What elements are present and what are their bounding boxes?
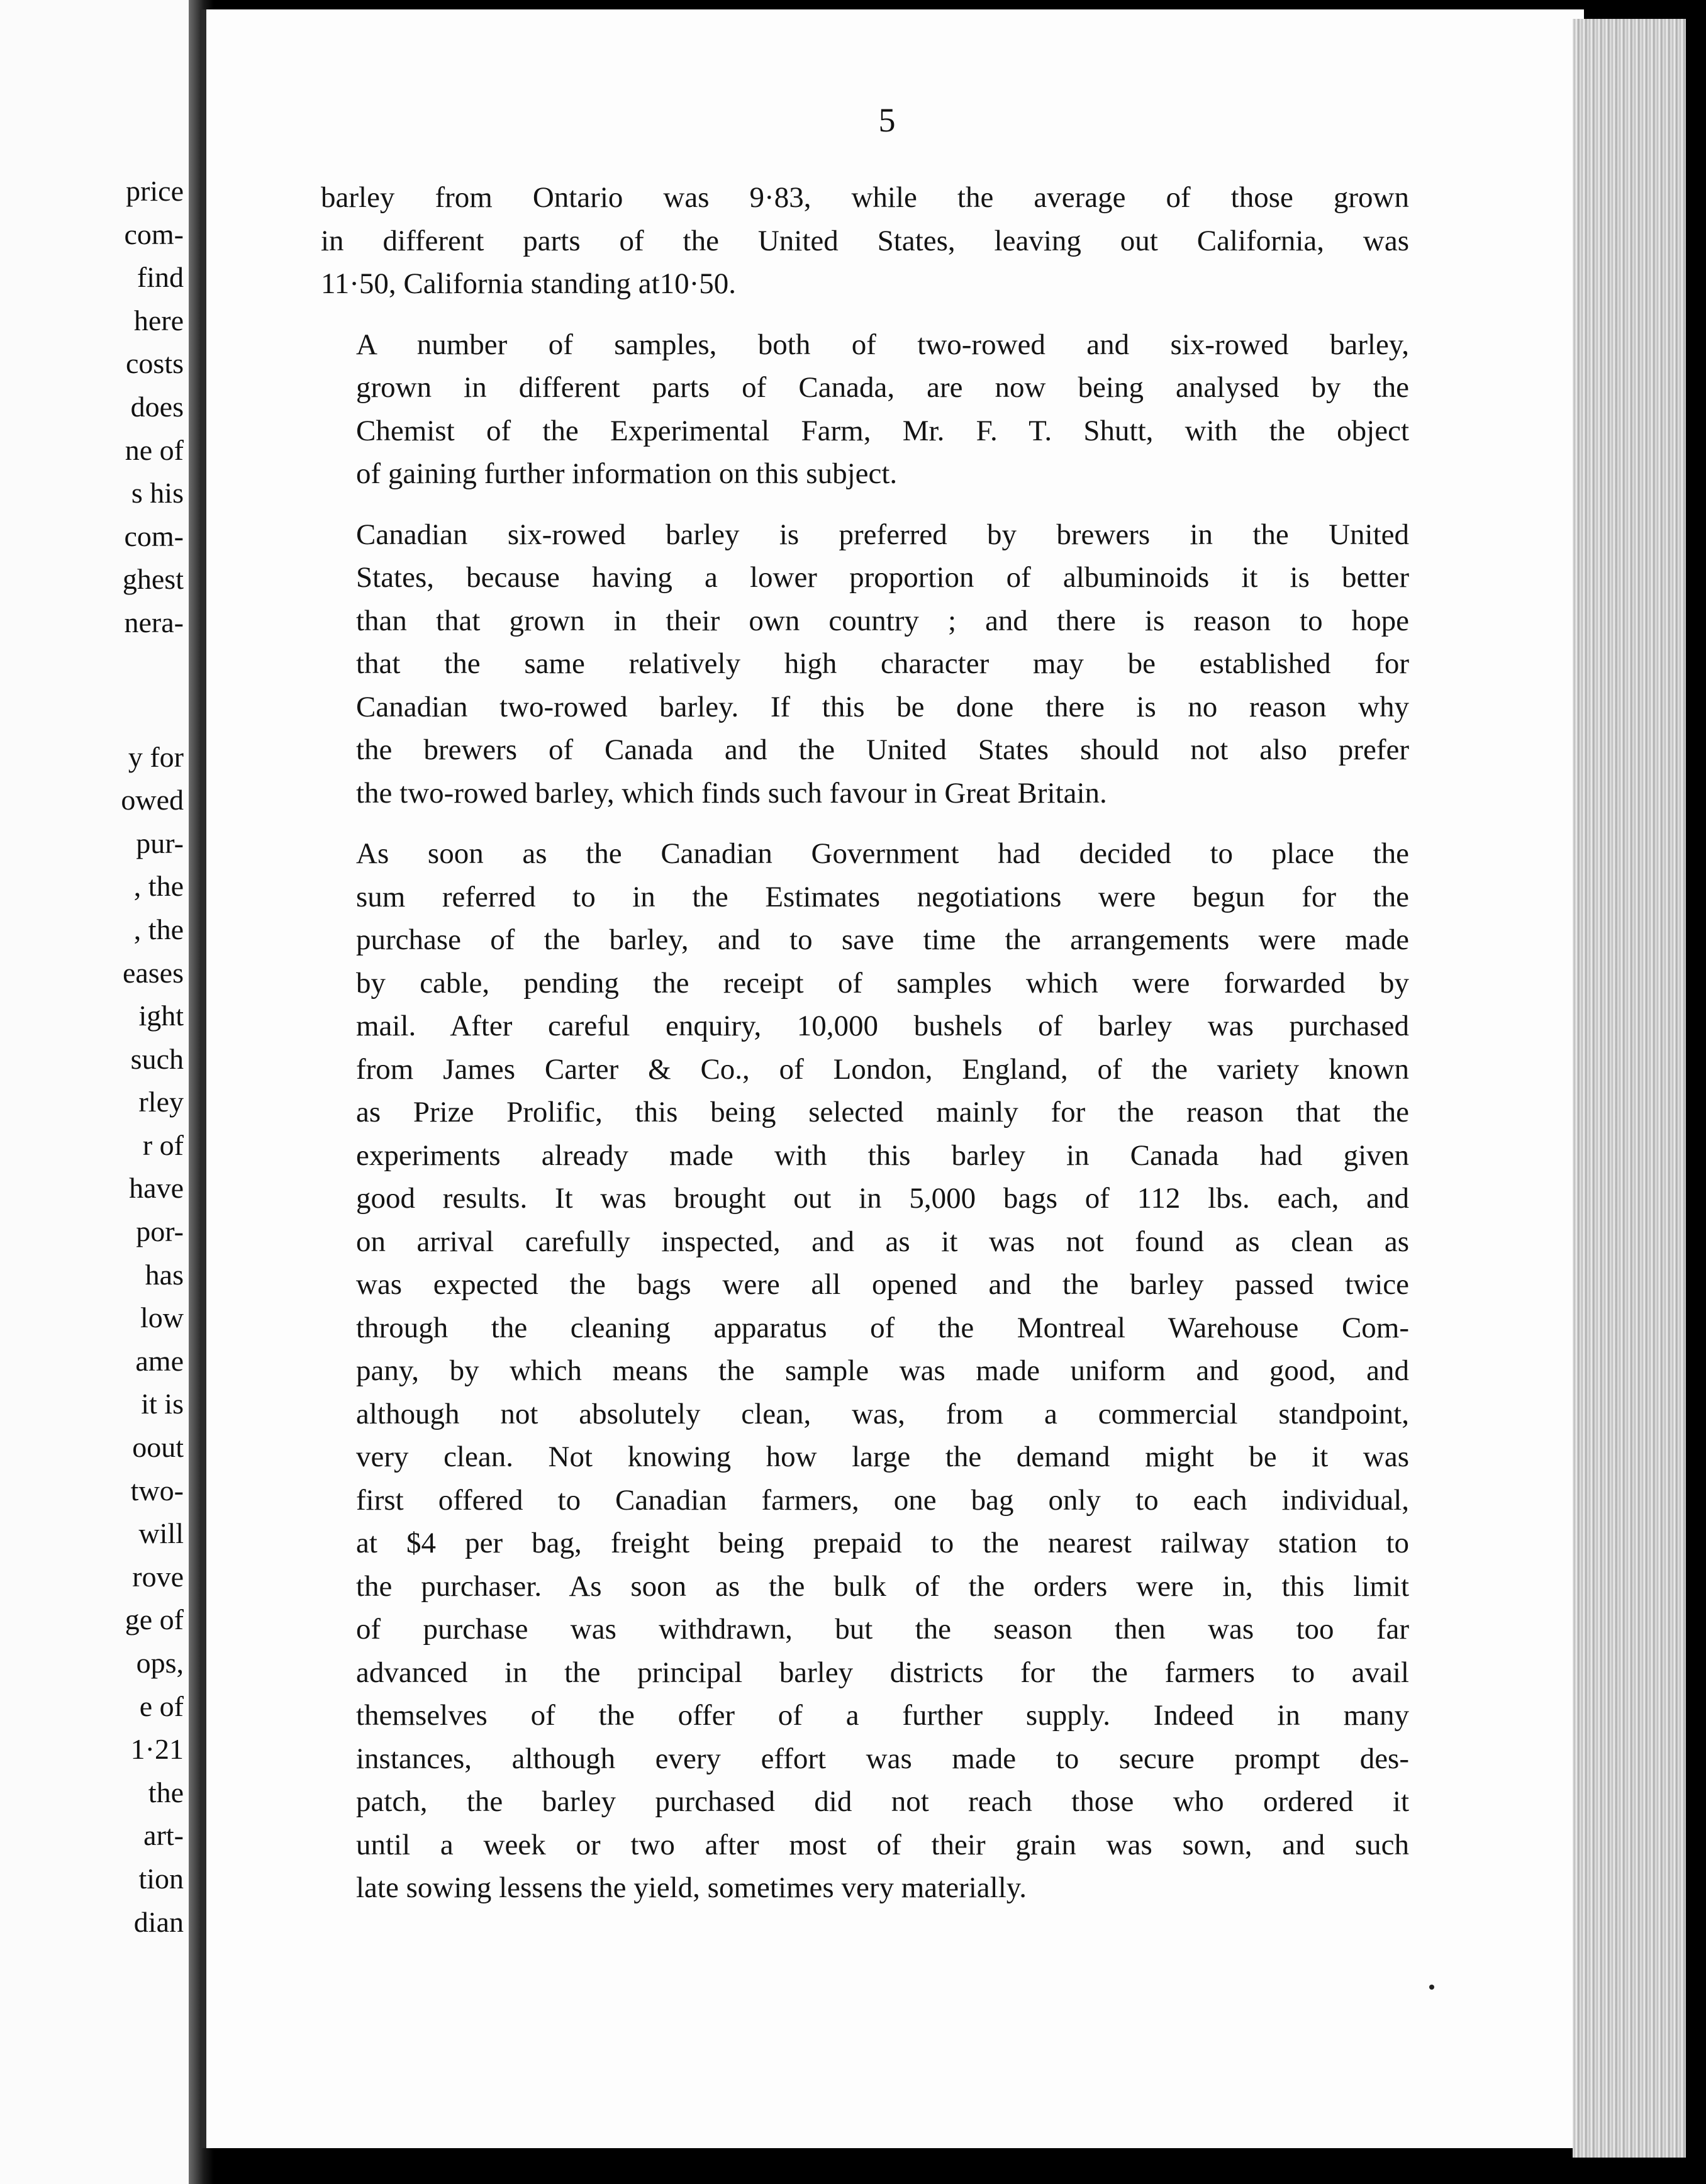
left-page-gap (0, 645, 189, 736)
left-page-fragment: here (133, 304, 184, 337)
text-line: through the cleaning apparatus of the Montreal Warehouse Com- (356, 1311, 1409, 1344)
left-page-fragment: find (137, 261, 184, 294)
text-line: late sowing lessens the yield, sometimes very materially. (356, 1871, 1027, 1904)
text-line: experiments already made with this barley in Canada had given (356, 1139, 1409, 1172)
left-facing-page (0, 0, 189, 2184)
text-line: A number of samples, both of two-rowed and six-rowed barley, (356, 328, 1409, 361)
left-page-fragment: ops, (136, 1647, 184, 1679)
left-page-fragment: costs (126, 347, 184, 380)
left-page-fragment: s his (131, 477, 184, 510)
left-page-fragment: ame (135, 1344, 184, 1377)
text-line: purchase of the barley, and to save time the arrangements were made (356, 923, 1409, 956)
left-page-fragment: the (148, 1776, 184, 1808)
left-page-fragment: r of (142, 1128, 184, 1161)
left-page-fragment: have (129, 1172, 184, 1205)
text-line: 11·50, California standing at10·50. (321, 267, 737, 300)
text-line: at $4 per bag, freight being prepaid to the nearest railway station to (356, 1527, 1409, 1559)
left-page-fragment: y for (128, 740, 184, 773)
text-line: the two-rowed barley, which finds such favour in Great Britain. (356, 776, 1107, 810)
text-line: as Prize Prolific, this being selected mainly for the reason that the (356, 1096, 1409, 1128)
left-page-fragment: com- (124, 218, 184, 250)
left-page-fragment: pur- (136, 827, 184, 859)
text-line: Canadian two-rowed barley. If this be done there is no reason why (356, 690, 1409, 723)
text-line: first offered to Canadian farmers, one bag only to each individual, (356, 1483, 1409, 1517)
left-page-fragment: tion (138, 1862, 184, 1895)
left-page-fragment: e of (139, 1690, 184, 1722)
left-page-fragment: will (138, 1517, 184, 1550)
left-page-fragment: art- (143, 1819, 184, 1852)
left-page-fragment: rove (132, 1560, 184, 1593)
text-line: the purchaser. As soon as the bulk of the orders were in, this limit (356, 1569, 1409, 1603)
left-page-text-fragments (0, 170, 189, 1944)
left-page-fragment: por- (136, 1215, 184, 1248)
text-line: until a week or two after most of their grain was sown, and such (356, 1828, 1409, 1861)
text-line: advanced in the principal barley districts for the farmers to avail (356, 1656, 1409, 1689)
left-page-fragment: low (140, 1301, 184, 1334)
text-line: the brewers of Canada and the United States should not also prefer (356, 733, 1409, 766)
text-line: barley from Ontario was 9·83, while the average of those grown (321, 181, 1409, 214)
left-page-fragment: ghest (122, 563, 184, 596)
left-page-fragment: price (126, 175, 184, 207)
left-page-fragment: such (130, 1042, 184, 1075)
left-page-fragment: rley (138, 1086, 184, 1118)
text-line: than that grown in their own country ; and there is reason to hope (356, 604, 1409, 637)
left-page-fragment: does (130, 390, 184, 423)
page-number: 5 (878, 101, 896, 139)
text-line: grown in different parts of Canada, are now being analysed by the (356, 371, 1409, 404)
text-line: States, because having a lower proportion of albuminoids it is better (356, 561, 1409, 594)
text-line: in different parts of the United States, leaving out California, was (321, 224, 1409, 257)
paragraph (321, 176, 1409, 306)
text-line: very clean. Not knowing how large the demand might be it was (356, 1440, 1409, 1473)
paragraph (321, 323, 1409, 496)
paragraph (321, 832, 1409, 1910)
text-line: was expected the bags were all opened and the barley passed twice (356, 1268, 1409, 1301)
text-line: from James Carter & Co., of London, England, of the variety known (356, 1052, 1409, 1086)
body-text (321, 176, 1409, 1927)
left-page-fragment: it is (141, 1388, 184, 1420)
left-page-fragment: nera- (124, 606, 184, 638)
paragraph (321, 513, 1409, 815)
text-line: of gaining further information on this subject. (356, 457, 898, 490)
text-line: patch, the barley purchased did not reach those who ordered it (356, 1785, 1409, 1818)
text-line: mail. After careful enquiry, 10,000 bushels of barley was purchased (356, 1010, 1409, 1042)
text-line: that the same relatively high character may be established for (356, 647, 1409, 680)
text-line: pany, by which means the sample was made uniform and good, and (356, 1354, 1409, 1387)
left-page-fragment: two- (130, 1474, 184, 1507)
left-page-fragment: has (145, 1258, 184, 1291)
text-line: on arrival carefully inspected, and as it was not found as clean as (356, 1225, 1409, 1258)
left-page-fragment: ight (138, 1000, 184, 1032)
left-page-fragment: dian (133, 1905, 184, 1938)
left-page-fragment: oout (132, 1431, 184, 1464)
text-line: themselves of the offer of a further supply. Indeed in many (356, 1699, 1409, 1732)
left-page-fragment: ne of (125, 433, 184, 466)
left-page-fragment: , the (133, 870, 184, 903)
text-line: As soon as the Canadian Government had decided to place the (356, 837, 1409, 870)
text-line: of purchase was withdrawn, but the season then was too far (356, 1613, 1409, 1646)
page-edges (1573, 19, 1686, 2158)
left-page-fragment: ge of (125, 1603, 184, 1636)
text-line: good results. It was brought out in 5,000 bags of 112 lbs. each, and (356, 1182, 1409, 1215)
text-line: although not absolutely clean, was, from a commercial standpoint, (356, 1397, 1409, 1430)
text-line: Chemist of the Experimental Farm, Mr. F. T. Shutt, with the object (356, 414, 1409, 447)
text-line: by cable, pending the receipt of samples which were forwarded by (356, 966, 1409, 1000)
text-line: Canadian six-rowed barley is preferred by brewers in the United (356, 518, 1409, 551)
left-page-fragment: com- (124, 520, 184, 552)
left-page-fragment: 1·21 (130, 1733, 184, 1766)
left-page-fragment: eases (122, 956, 184, 989)
text-line: instances, although every effort was made to secure prompt des- (356, 1742, 1409, 1775)
left-page-fragment: owed (121, 784, 184, 816)
ink-speck (1429, 1985, 1434, 1990)
text-line: sum referred to in the Estimates negotiations were begun for the (356, 880, 1409, 913)
left-page-fragment: , the (133, 913, 184, 945)
